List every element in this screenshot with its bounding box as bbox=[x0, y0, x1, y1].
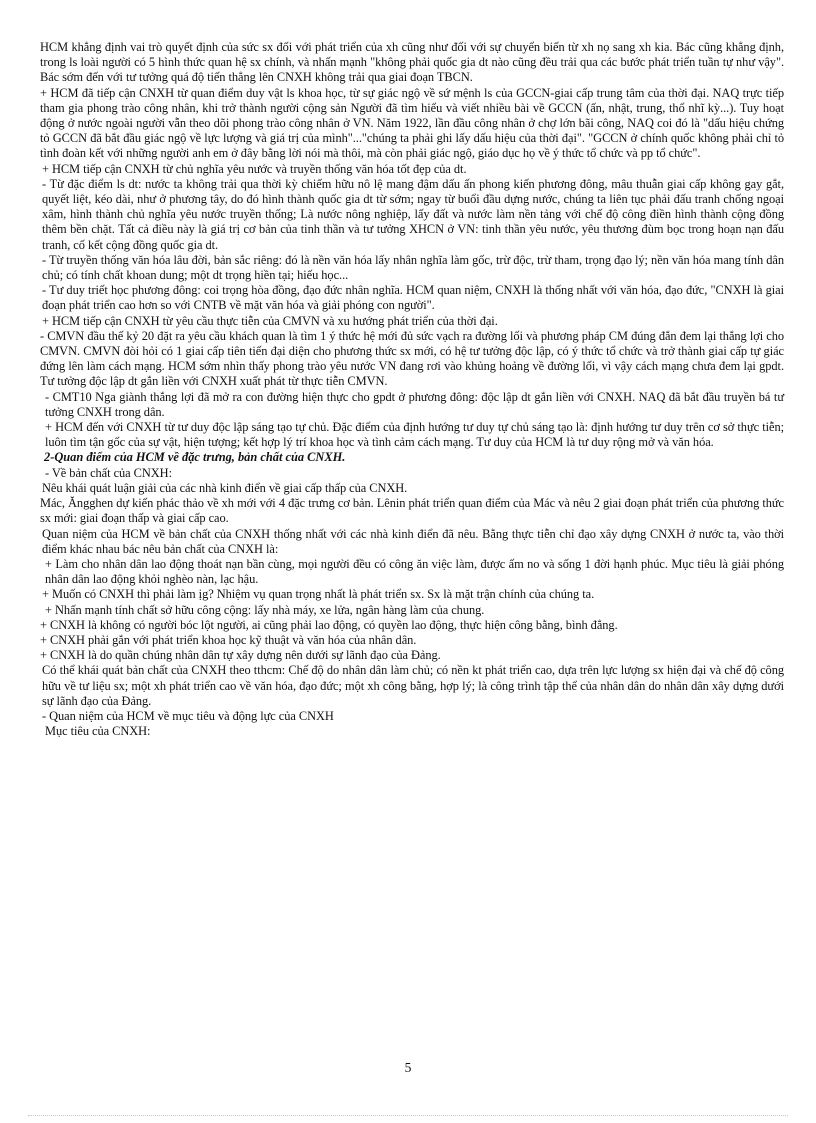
paragraph-16: + Làm cho nhân dân lao động thoát nạn bần cùng, mọi người đều có công ăn việc làm, được ấm no và sống 1 đời hạnh phúc. Mục tiêu là giải phóng nhân dân lao động khỏi nghèo nàn, lạc hậu. bbox=[45, 556, 784, 587]
paragraph-2: + HCM đã tiếp cận CNXH từ quan điểm duy vật ls khoa học, từ sự giác ngộ về sứ mệnh ls của GCCN-giai cấp trung tâm của thời đại. NAQ trực tiếp tham gia phong trào công nhân, khi trở thành người cộng sản Người đã tìm hiểu và viết nhiều bài về GCCN (ấn, nhật, trung, thổ nhĩ kỳ...). Tuy hoạt động ở nước ngoài người vẫn theo dõi phong trào công nhân ở VN. Năm 1922, lần đầu công nhân ở chợ lớn bãi công, NAQ coi đó là "dấu hiệu chứng tỏ GCCN đã bắt đầu giác ngộ về lực lượng và giá trị của mình"..."chúng ta phải ghi lấy dấu hiệu của thời đại". "GCCN ở chính quốc không phải chỉ tỏ tình đoàn kết với những người anh em ở đây bằng lời nói mà thôi, mà còn phải giác ngộ, giáo dục họ về ý thức tổ chức và pp tổ chức". bbox=[40, 85, 784, 161]
paragraph-23: - Quan niệm của HCM về mục tiêu và động lực của CNXH bbox=[42, 708, 334, 723]
page-number: 5 bbox=[404, 1060, 412, 1075]
paragraph-15: Quan niệm của HCM về bản chất của CNXH thống nhất với các nhà kinh điển đã nêu. Bằng thực tiễn chỉ đạo xây dựng CNXH ở nước ta, vào thời điểm khác nhau bác nêu bản chất của CNXH là: bbox=[42, 526, 784, 556]
paragraph-9: - CMT10 Nga giành thắng lợi đã mở ra con đường hiện thực cho gpdt ở phương đông: độc lập dt gắn liền với CNXH. NAQ đã bắt đầu truyền bá tư tưởng CNXH trong dân. bbox=[45, 389, 784, 419]
paragraph-10: + HCM đến với CNXH từ tư duy độc lập sáng tạo tự chủ. Đặc điểm của định hướng tư duy tự chủ sáng tạo là: định hướng tư duy trên cơ sở thực tiễn; luôn tìm tận gốc của sự vật, hiện tượng; kết hợp lý trí khoa học và tình cảm cách mạng. Tư duy của HCM là tư duy rộng mở và văn hóa. bbox=[45, 420, 784, 450]
paragraph-8: - CMVN đầu thế kỷ 20 đặt ra yêu cầu khách quan là tìm 1 ý thức hệ mới đủ sức vạch ra đường lối và phương pháp CM đúng đắn đem lại thắng lợi cho CMVN. CMVN đòi hỏi có 1 giai cấp tiên tiến đại diện cho phương thức sx mới, có hệ tư tưởng độc lập, có ý thức tổ chức và trở thành giai cấp tự giác đứng lên làm cách mạng. HCM sớm nhìn thấy phong trào yêu nước VN đang rơi vào khủng hoảng về đường lối, vì vậy cách mạng chưa đem lại gpdt. Tư tưởng độc lập dt gắn liền với CNXH xuất phát từ thực tiễn CMVN. bbox=[40, 328, 784, 389]
paragraph-5: - Từ truyền thống văn hóa lâu đời, bản sắc riêng: đó là nền văn hóa lấy nhân nghĩa làm gốc, trừ độc, trừ tham, trọng đạo lý; nền văn hóa mang tính dân chủ; có tính chất khoan dung; một dt trọng hiền tại; hiếu học... bbox=[42, 252, 784, 283]
paragraph-17: + Muốn có CNXH thì phải làm ịg? Nhiệm vụ quan trọng nhất là phát triển sx. Sx là mặt trận chính của chúng ta. bbox=[42, 587, 595, 602]
paragraph-20: + CNXH phải gắn với phát triển khoa học kỹ thuật và văn hóa của nhân dân. bbox=[40, 632, 417, 647]
paragraph-1: HCM khẳng định vai trò quyết định của sức sx đối với phát triển của xh cũng như đối với sự chuyển biến từ xh nọ sang xh kia. Bác cũng khẳng định, trong ls loài người có 5 hình thức quan hệ sx chính, và nhấn mạnh "không phải quốc gia dt nào cũng đều trải qua các bước phát triển tuần tự như vậy". Bác sớm đến với tư tưởng quá độ tiến thẳng lên CNXH không trải qua giai đoạn TBCN. bbox=[40, 40, 784, 85]
paragraph-4: - Từ đặc điểm ls dt: nước ta không trải qua thời kỳ chiếm hữu nô lệ mang đậm dấu ấn phong kiến phương đông, mâu thuẫn giai cấp không gay gắt, quyết liệt, kéo dài, như ở phương tây, do đó hình thành quốc gia dt từ sớm; ngay từ buổi đầu dựng nước, chúng ta liên tục phải đấu tranh chống ngoại xâm, hình thành chủ nghĩa yêu nước truyền thống; Là nước nông nghiệp, lấy đất và nước làm nền tảng với chế độ công điền hình thành cộng đồng thêm bền chặt. Tất cả điều này là giá trị cơ bản của tinh thần và tư tưởng XHCN ở VN: tinh thần yêu nước, yêu thương đùm bọc trong hoạn nạn đấu tranh, cố kết cộng đồng quốc gia dt. bbox=[42, 176, 784, 252]
paragraph-7: + HCM tiếp cận CNXH từ yêu cầu thực tiễn của CMVN và xu hướng phát triển của thời đại. bbox=[42, 313, 498, 328]
paragraph-6: - Tư duy triết học phương đông: coi trọng hòa đồng, đạo đức nhân nghĩa. HCM quan niệm, CNXH là thống nhất với văn hóa, đạo đức, "CNXH là giai đoạn phát triển cao hơn so với CNTB về mặt văn hóa và giải phóng con người". bbox=[42, 283, 784, 313]
paragraph-18: + Nhấn mạnh tính chất sở hữu công cộng: lấy nhà máy, xe lửa, ngân hàng làm của chung. bbox=[45, 602, 485, 617]
paragraph-14: Mác, Ăngghen dự kiến phác thảo về xh mới với 4 đặc trưng cơ bản. Lênin phát triển quan điểm của Mác và nêu 2 giai đoạn phát triển của phương thức sx mới: giai đoạn thấp và giai cấp cao. bbox=[40, 496, 784, 526]
footer-divider bbox=[28, 1115, 788, 1116]
paragraph-19: + CNXH là không có người bóc lột người, ai cũng phải lao động, có quyền lao động, thực hiện công bằng, bình đẳng. bbox=[40, 617, 618, 632]
section-heading: 2-Quan điểm của HCM về đặc trưng, bản chất của CNXH. bbox=[44, 450, 346, 465]
paragraph-3: + HCM tiếp cận CNXH từ chủ nghĩa yêu nước và truyền thống văn hóa tốt đẹp của dt. bbox=[42, 161, 467, 176]
paragraph-12: - Về bản chất của CNXH: bbox=[45, 465, 172, 480]
paragraph-21: + CNXH là do quần chúng nhân dân tự xây dựng nên dưới sự lãnh đạo của Đảng. bbox=[40, 648, 441, 663]
paragraph-22: Có thể khái quát bản chất của CNXH theo tthcm: Chế độ do nhân dân làm chủ; có nền kt phát triển cao, dựa trên lực lượng sx hiện đại và chế độ công hữu về tư liệu sx; một xh phát triển cao về văn hóa, đạo đức; một xh công bằng, hợp lý; là công trình tập thể của nhân dân do nhân dân xây dựng dưới sự lãnh đạo của Đảng. bbox=[42, 663, 784, 708]
paragraph-24: Mục tiêu của CNXH: bbox=[45, 724, 151, 739]
paragraph-13: Nêu khái quát luận giải của các nhà kinh điển về giai cấp thấp của CNXH. bbox=[42, 480, 408, 495]
